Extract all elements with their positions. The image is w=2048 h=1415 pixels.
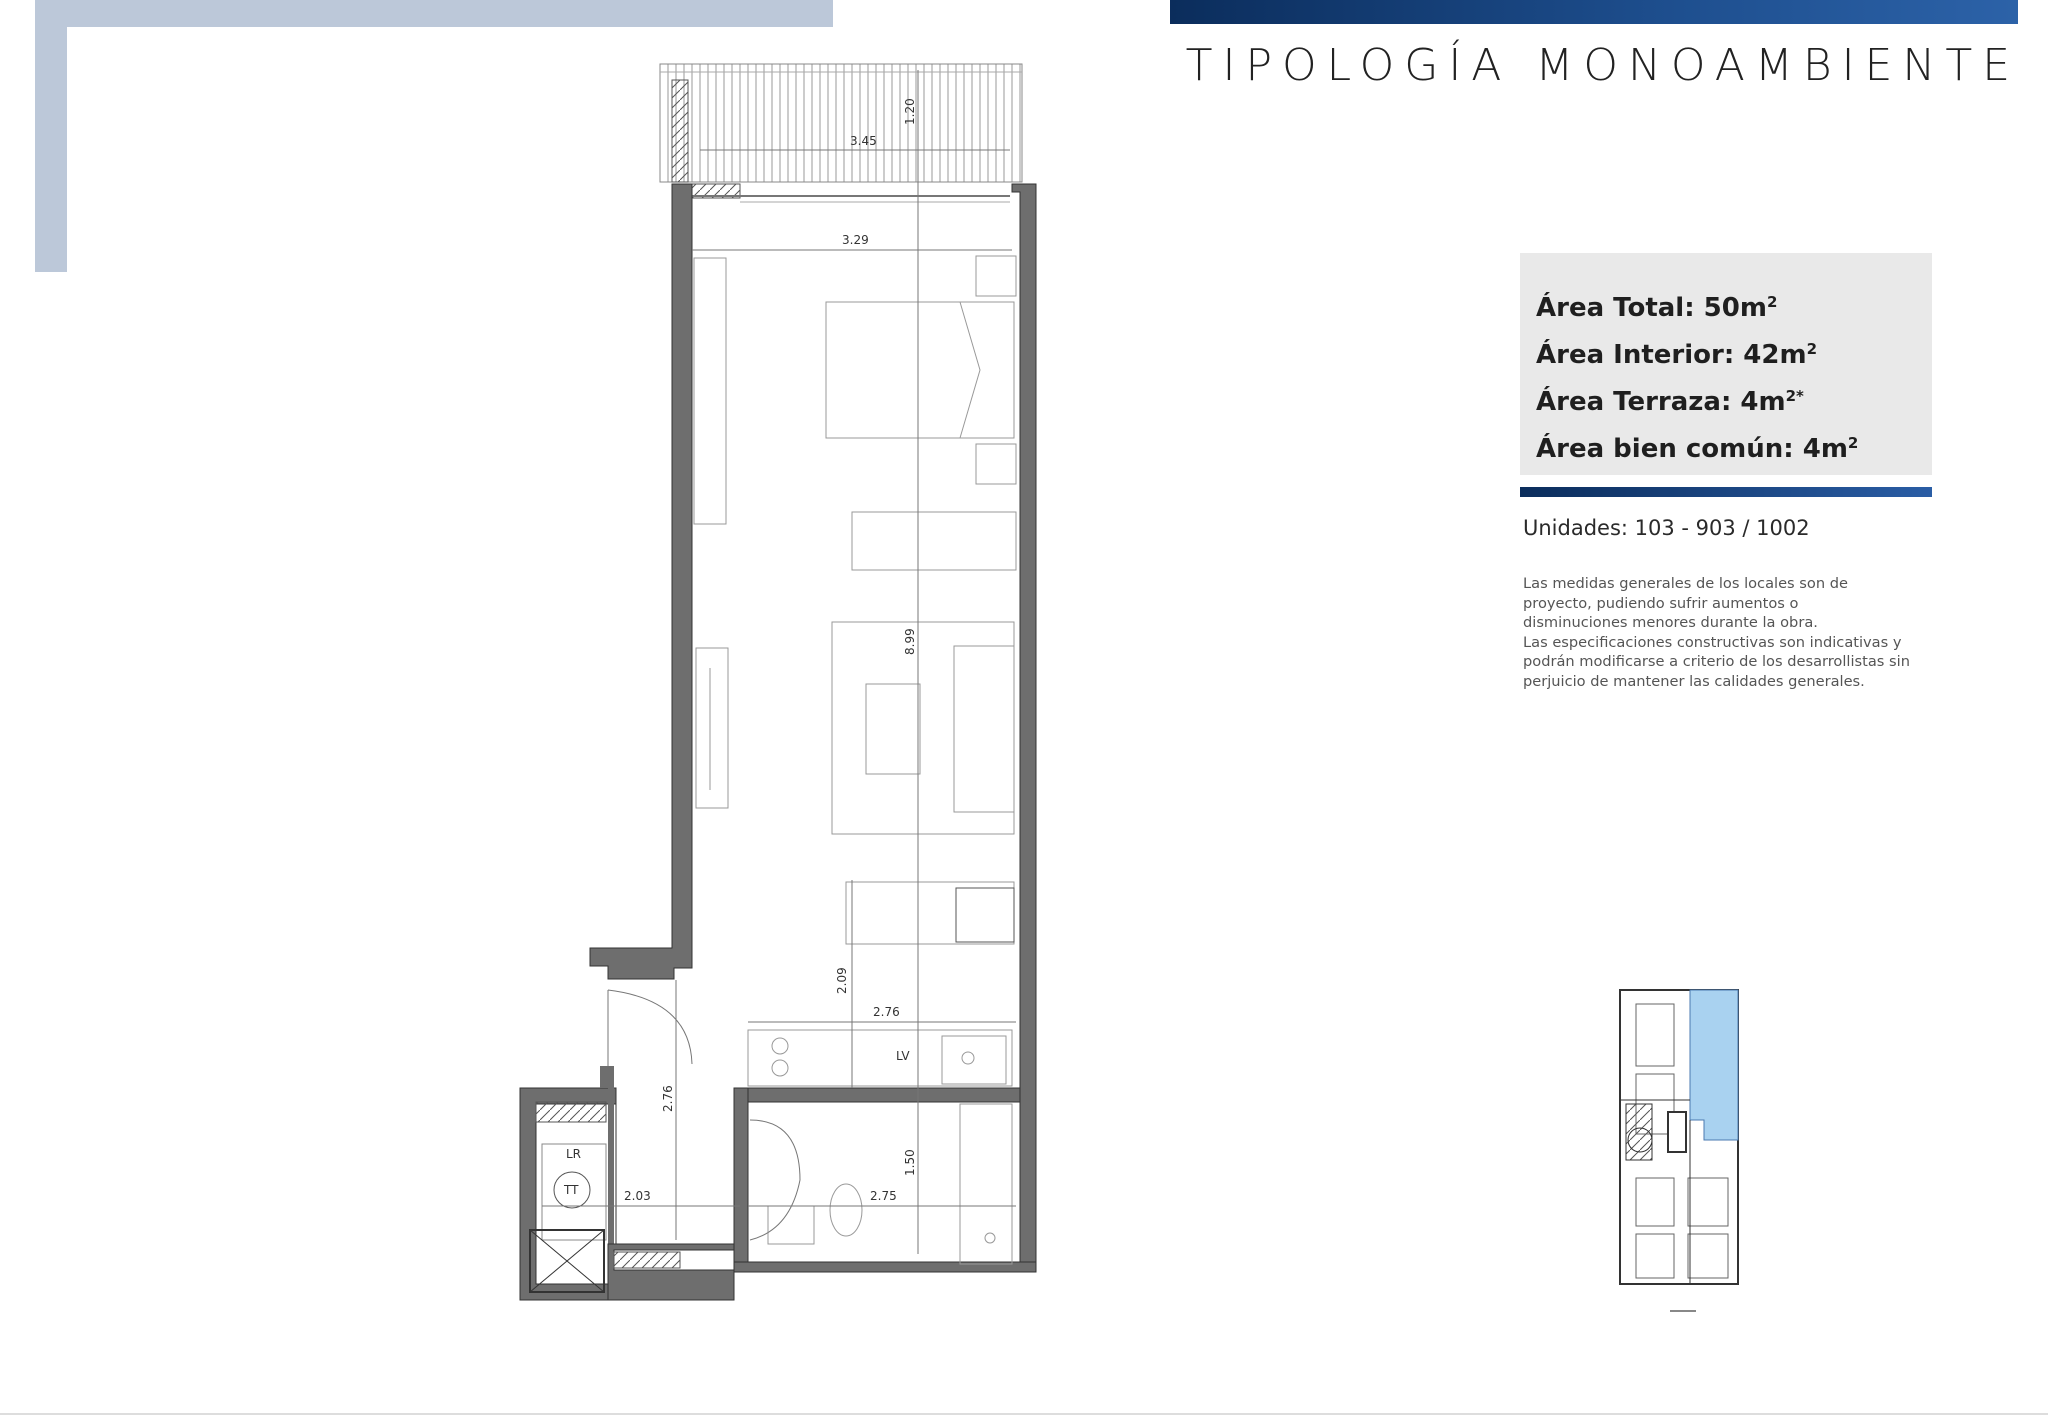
area-interior: Área Interior: $42m^2$ [1536, 340, 1817, 370]
area-bien-comun: Área bien común: $4m^2$ [1536, 434, 1859, 464]
dim-room-width: 3.29 [842, 233, 869, 247]
disclaimer-line: perjuicio de mantener las calidades generales. [1523, 672, 1865, 690]
disclaimer-line: proyecto, pudiendo sufrir aumentos o [1523, 594, 1799, 612]
dim-bath-depth: 1.50 [903, 1149, 917, 1176]
dim-room-length: 8.99 [903, 628, 917, 655]
units-text: Unidades: 103 - 903 / 1002 [1523, 516, 1810, 540]
dim-kitchen-width: 2.76 [873, 1005, 900, 1019]
area-terraza: Área Terraza: $4m^{2*}$ [1536, 387, 1804, 417]
key-plan [1620, 990, 1738, 1312]
label-tt: TT [564, 1183, 579, 1197]
disclaimer-line: disminuciones menores durante la obra. [1523, 614, 1818, 632]
disclaimer-line: podrán modificarse a criterio de los desarrollistas sin [1523, 653, 1910, 671]
dim-terrace-width: 3.45 [850, 134, 877, 148]
area-total: Área Total: $50m^2$ [1536, 293, 1778, 323]
dimension-labels [563, 98, 917, 1203]
dim-terrace-depth: 1.20 [903, 98, 917, 125]
disclaimer-line: Las especificaciones constructivas son indicativas y [1523, 633, 1902, 651]
label-laundry: LV [896, 1049, 910, 1063]
dim-kitchen-depth: 2.09 [835, 967, 849, 994]
disclaimer-line: Las medidas generales de los locales son de [1523, 575, 1848, 592]
walls [520, 184, 1036, 1300]
dim-bath-width: 2.75 [870, 1189, 897, 1203]
page-title: TIPOLOGÍA MONOAMBIENTE [1185, 40, 2020, 91]
dim-entry-length: 2.76 [661, 1085, 675, 1112]
label-lr: LR [566, 1147, 582, 1161]
terrace [660, 64, 1022, 202]
dim-entry-width: 2.03 [624, 1189, 651, 1203]
